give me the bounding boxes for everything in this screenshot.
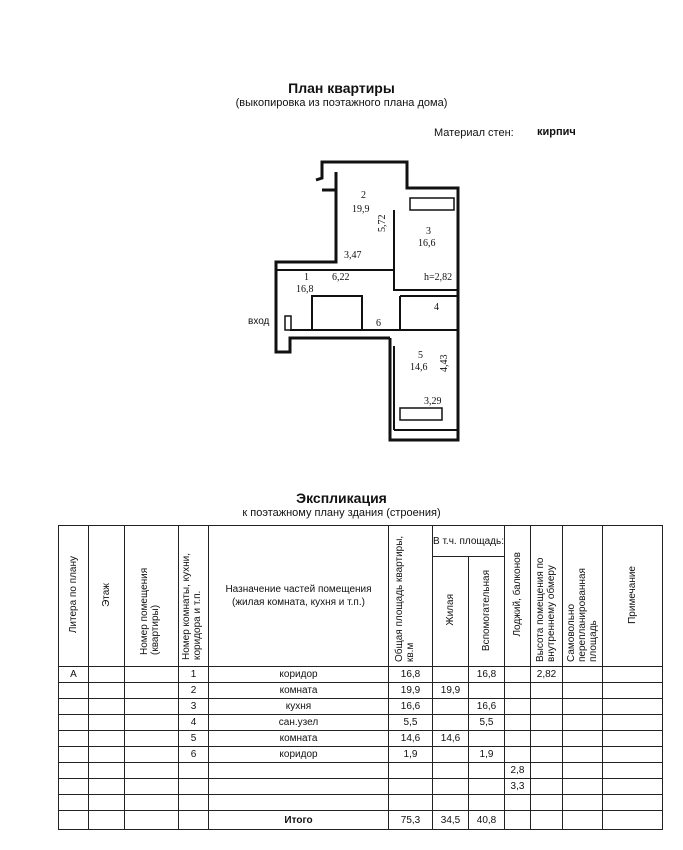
cell-living [433,699,469,715]
cell-floor [89,763,125,779]
cell-living: 14,6 [433,731,469,747]
header-litera: Литера по плану [59,526,89,667]
wall-material-value: кирпич [537,126,576,138]
entrance-label: вход [248,316,270,327]
cell-aux [469,763,505,779]
table-row [59,747,663,763]
header-purpose: Назначение частей помещения (жилая комната, кухня и т.п.) [209,526,389,667]
cell-litera [59,683,89,699]
plan-subtitle: (выкопировка из поэтажного плана дома) [235,97,448,109]
cell-loggia [505,715,531,731]
window [400,408,442,420]
cell-empty [603,811,663,830]
cell-total [389,795,433,811]
cell-room: 2 [179,683,209,699]
cell-room: 6 [179,747,209,763]
cell-apartment [125,731,179,747]
window [410,198,454,210]
cell-loggia: 2,8 [505,763,531,779]
cell-total: 19,9 [389,683,433,699]
table-row [59,667,663,683]
cell-living [433,763,469,779]
cell-floor [89,795,125,811]
cell-note [603,747,663,763]
header-total-area: Общая площадь квартиры, кв.м [389,526,433,667]
cell-height [531,747,563,763]
cell-apartment [125,763,179,779]
cell-unauthorized [563,715,603,731]
table-row [59,763,663,779]
plan-title: План квартиры [288,80,395,96]
cell-empty [125,811,179,830]
cell-empty [59,811,89,830]
cell-aux [469,779,505,795]
cell-litera [59,699,89,715]
explication-title: Экспликация [296,490,387,506]
cell-apartment [125,747,179,763]
cell-aux: 16,8 [469,667,505,683]
table-row [59,731,663,747]
cell-purpose [209,779,389,795]
dimension-label: 4,43 [439,354,450,372]
cell-apartment [125,715,179,731]
wall [276,172,390,352]
cell-unauthorized [563,731,603,747]
cell-living [433,747,469,763]
room-number: 5 [418,350,423,361]
cell-purpose: коридор [209,667,389,683]
cell-loggia [505,795,531,811]
cell-room [179,795,209,811]
cell-note [603,731,663,747]
cell-total: 16,6 [389,699,433,715]
cell-empty [179,811,209,830]
cell-litera: А [59,667,89,683]
wall [390,330,458,440]
cell-aux: 16,6 [469,699,505,715]
cell-height [531,683,563,699]
cell-living: 19,9 [433,683,469,699]
dimension-label: 3,47 [344,250,362,261]
cell-room [179,763,209,779]
header-apartment-no: Номер помещения (квартиры) [125,526,179,667]
cell-floor [89,779,125,795]
table-row [59,715,663,731]
cell-total [389,779,433,795]
total-area-value: 75,3 [389,811,433,830]
cell-litera [59,747,89,763]
cell-note [603,763,663,779]
cell-living [433,795,469,811]
cell-purpose: сан.узел [209,715,389,731]
room-area: 16,6 [418,238,436,249]
cell-litera [59,731,89,747]
cell-unauthorized [563,747,603,763]
cell-room: 4 [179,715,209,731]
cell-height [531,763,563,779]
header-unauthorized: Самовольно перепланированная площадь [563,526,603,667]
cell-unauthorized [563,795,603,811]
cell-aux: 5,5 [469,715,505,731]
cell-litera [59,715,89,731]
explication-subtitle: к поэтажному плану здания (строения) [242,507,441,519]
cell-apartment [125,795,179,811]
cell-living [433,779,469,795]
cell-empty [89,811,125,830]
cell-floor [89,683,125,699]
cell-height: 2,82 [531,667,563,683]
total-label: Итого [209,811,389,830]
table-row [59,779,663,795]
cell-floor [89,731,125,747]
header-floor: Этаж [89,526,125,667]
total-row [59,811,663,830]
cell-total: 1,9 [389,747,433,763]
cell-note [603,795,663,811]
cell-empty [531,811,563,830]
cell-room: 3 [179,699,209,715]
cell-empty [563,811,603,830]
cell-apartment [125,683,179,699]
cell-aux: 1,9 [469,747,505,763]
cell-floor [89,699,125,715]
cell-purpose: коридор [209,747,389,763]
entrance-door [285,316,291,330]
cell-floor [89,747,125,763]
room-area: 14,6 [410,362,428,373]
table-row [59,683,663,699]
cell-litera [59,795,89,811]
cell-floor [89,667,125,683]
cell-note [603,715,663,731]
header-room-no: Номер комнаты, кухни, коридора и т.п. [179,526,209,667]
header-living: Жилая [433,557,469,667]
cell-litera [59,779,89,795]
cell-aux [469,731,505,747]
cell-height [531,715,563,731]
cell-loggia [505,667,531,683]
dimension-label: h=2,82 [424,272,453,283]
room-number: 2 [361,190,366,201]
total-aux-value: 40,8 [469,811,505,830]
explication-table [58,525,663,830]
room-number: 3 [426,226,431,237]
cell-note [603,667,663,683]
header-loggias: Лоджий, балконов [505,526,531,667]
cell-height [531,779,563,795]
cell-unauthorized [563,699,603,715]
header-auxiliary: Вспомогательная [469,557,505,667]
cell-purpose [209,795,389,811]
cell-room [179,779,209,795]
cell-unauthorized [563,779,603,795]
cell-note [603,779,663,795]
cell-purpose: комната [209,731,389,747]
cell-note [603,683,663,699]
cell-aux [469,683,505,699]
cell-loggia [505,683,531,699]
table-row [59,699,663,715]
cell-room: 5 [179,731,209,747]
cell-loggia: 3,3 [505,779,531,795]
cell-purpose [209,763,389,779]
cell-litera [59,763,89,779]
cell-total: 14,6 [389,731,433,747]
cell-loggia [505,731,531,747]
cell-unauthorized [563,667,603,683]
header-height: Высота помещения по внутреннему обмеру [531,526,563,667]
dimension-label: 5,72 [377,214,388,232]
wall-material-label: Материал стен: [434,127,514,139]
cell-floor [89,715,125,731]
cell-height [531,699,563,715]
cell-unauthorized [563,763,603,779]
dimension-label: 3,29 [424,396,442,407]
cell-total: 16,8 [389,667,433,683]
cell-loggia [505,747,531,763]
cell-apartment [125,779,179,795]
cell-height [531,795,563,811]
room-number: 4 [434,302,439,313]
cell-total [389,763,433,779]
wall [312,296,362,330]
cell-living [433,715,469,731]
cell-purpose: комната [209,683,389,699]
cell-purpose: кухня [209,699,389,715]
room-area: 16,8 [296,284,314,295]
cell-height [531,731,563,747]
room-number: 1 [304,272,309,283]
cell-apartment [125,667,179,683]
wall [316,162,378,180]
cell-loggia [505,699,531,715]
cell-note [603,699,663,715]
dimension-label: 6,22 [332,272,350,283]
cell-empty [505,811,531,830]
header-note: Примечание [603,526,663,667]
table-row [59,795,663,811]
cell-room: 1 [179,667,209,683]
cell-living [433,667,469,683]
cell-unauthorized [563,683,603,699]
header-incl-area: В т.ч. площадь: [433,526,505,557]
cell-apartment [125,699,179,715]
room-area: 19,9 [352,204,370,215]
cell-aux [469,795,505,811]
room-number: 6 [376,318,381,329]
cell-total: 5,5 [389,715,433,731]
total-living-value: 34,5 [433,811,469,830]
